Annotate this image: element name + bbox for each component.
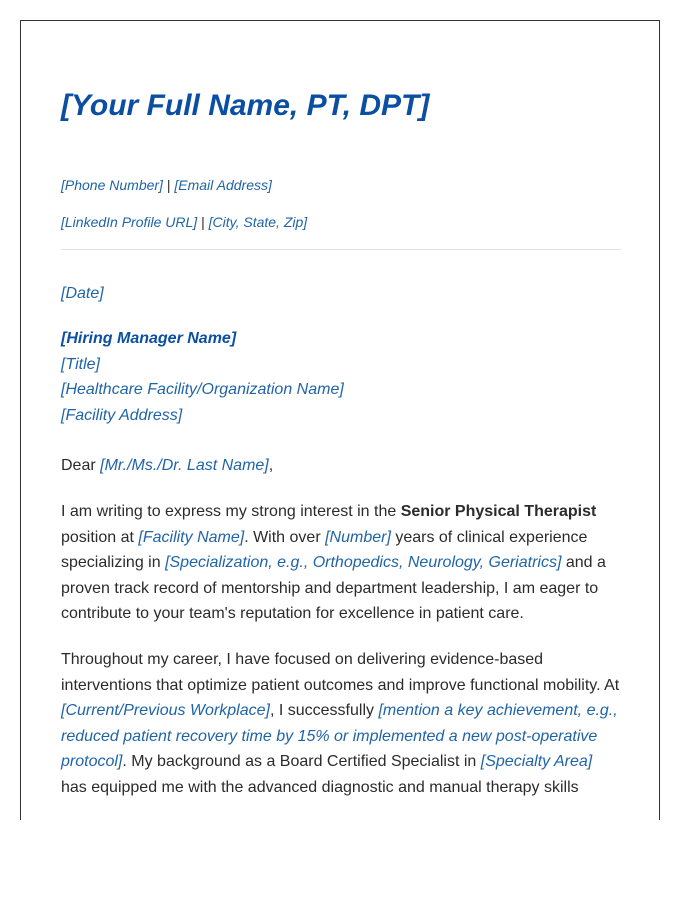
paragraph-1-text: . With over	[244, 528, 326, 546]
recipient-address: [Facility Address]	[61, 407, 183, 424]
contact-separator: |	[162, 177, 175, 193]
applicant-name: [Your Full Name, PT, DPT]	[61, 89, 430, 122]
paragraph-1-text: position at	[61, 528, 139, 546]
header-divider	[61, 249, 621, 250]
salutation-name: [Mr./Ms./Dr. Last Name]	[100, 457, 269, 474]
hiring-manager-name: [Hiring Manager Name]	[61, 330, 237, 347]
contact-line-2	[61, 214, 307, 230]
date-placeholder: [Date]	[61, 285, 104, 302]
recipient-title: [Title]	[61, 356, 100, 373]
contact-line-1	[61, 177, 272, 193]
years-placeholder: [Number]	[325, 528, 391, 546]
workplace-placeholder: [Current/Previous Workplace]	[61, 702, 270, 719]
achievement-placeholder: [mention a key achievement, e.g., reduced patient recovery time by 15% or implemented a new post-operative protocol]	[61, 702, 618, 770]
paragraph-2-text: , I successfully	[269, 702, 379, 719]
paragraph-1-text: years of clinical experience specializing in	[61, 528, 588, 571]
position-title: Senior Physical Therapist	[400, 503, 597, 520]
paragraph-1-text: I am writing to express my strong interest in the	[61, 503, 401, 520]
specialization-placeholder: [Specialization, e.g., Orthopedics, Neurology, Geriatrics]	[165, 554, 562, 571]
paragraph-2-text: Throughout my career, I have focused on delivering evidence-based interventions that optimize patient outcomes and improve functional mobility. At	[61, 651, 620, 694]
paragraph-2-text: has equipped me with the advanced diagnostic and manual therapy skills	[61, 778, 579, 796]
paragraph-1-text: and a proven track record of mentorship and department leadership, I am eager to contribute to your team's reputation for excellence in patient care.	[61, 554, 606, 622]
linkedin-placeholder: [LinkedIn Profile URL]	[61, 214, 198, 230]
email-placeholder: [Email Address]	[174, 177, 272, 193]
salutation-prefix: Dear	[61, 457, 101, 474]
facility-placeholder: [Facility Name]	[138, 528, 245, 546]
city-placeholder: [City, State, Zip]	[208, 214, 308, 230]
recipient-organization: [Healthcare Facility/Organization Name]	[61, 381, 344, 398]
salutation-suffix: ,	[268, 457, 274, 474]
specialty-placeholder: [Specialty Area]	[480, 753, 593, 770]
paragraph-2-text: . My background as a Board Certified Specialist in	[122, 753, 481, 770]
phone-placeholder: [Phone Number]	[61, 177, 163, 193]
salutation	[61, 457, 273, 475]
contact-separator: |	[197, 214, 209, 230]
paragraph-2	[61, 647, 621, 800]
letter-page	[20, 20, 660, 820]
paragraph-1	[61, 499, 621, 627]
